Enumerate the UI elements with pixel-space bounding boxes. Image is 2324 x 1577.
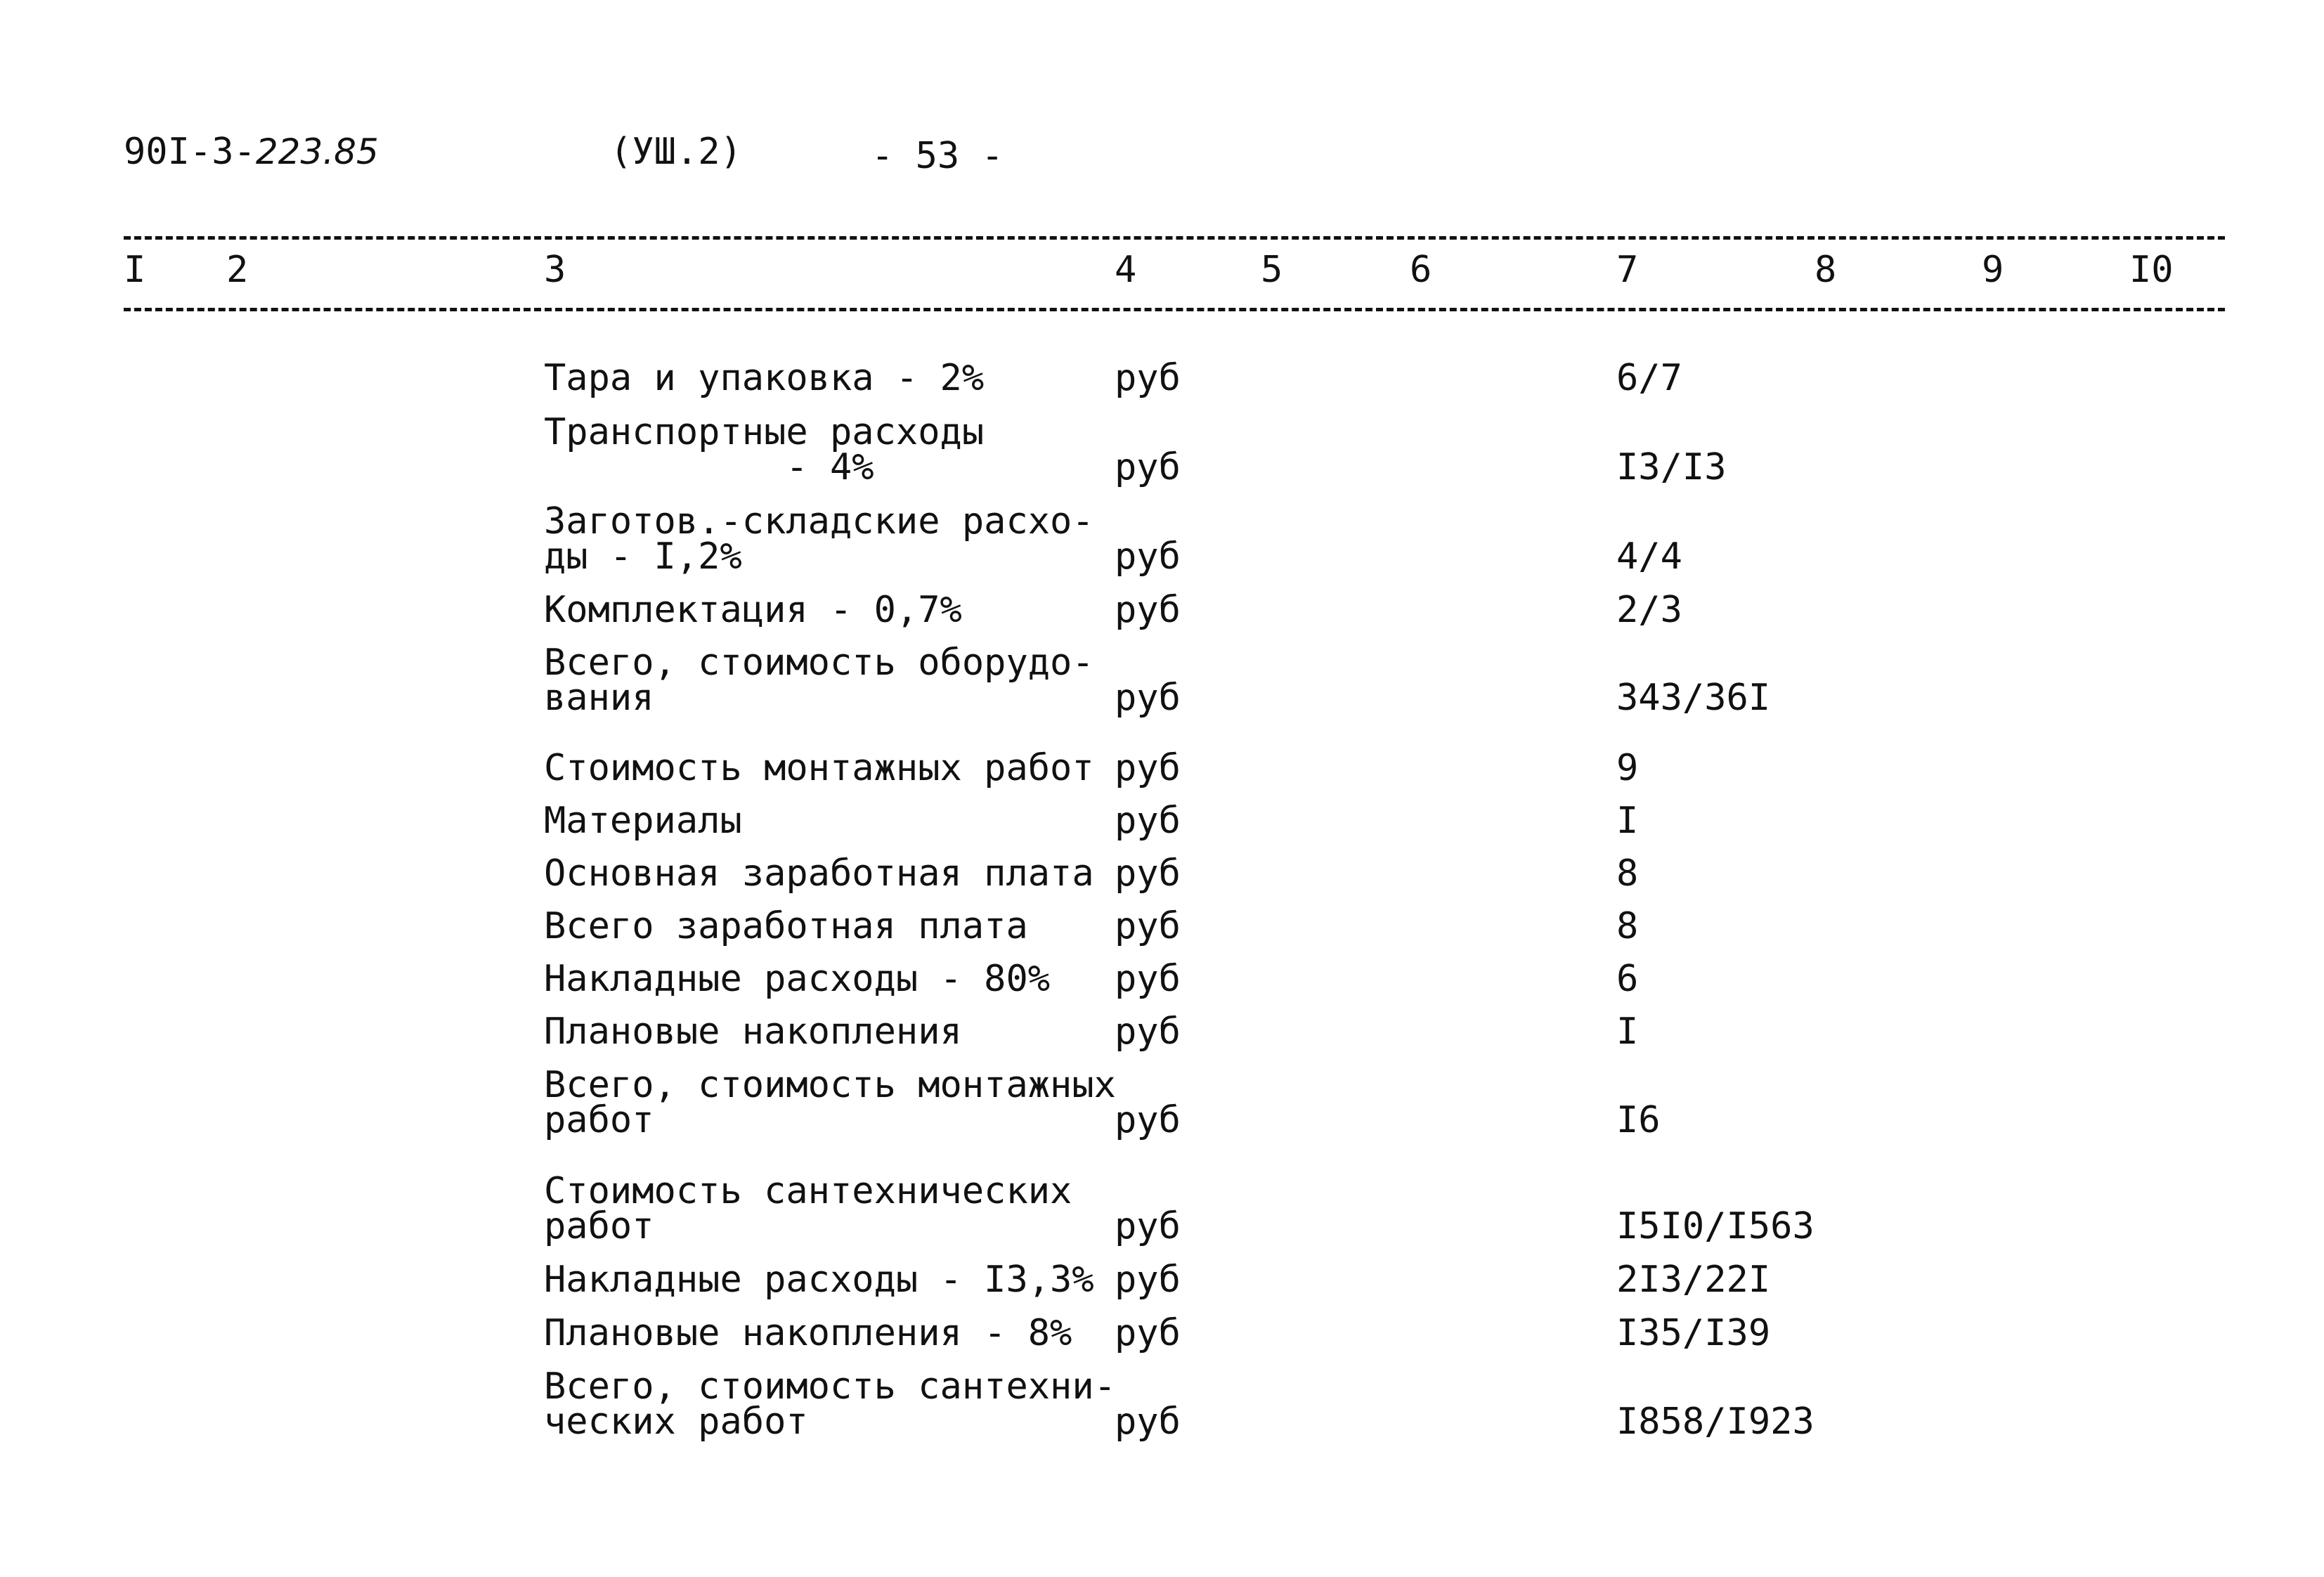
column-number-7: 7 — [1616, 249, 1639, 291]
row-unit: руб — [1115, 1312, 1181, 1354]
row-item-name-line: Основная заработная плата — [544, 852, 1094, 895]
row-unit: руб — [1115, 747, 1181, 789]
row-unit: руб — [1115, 677, 1181, 719]
row-value: I5I0/I563 — [1616, 1205, 1815, 1247]
row-value: I35/I39 — [1616, 1312, 1771, 1354]
row-unit: руб — [1115, 852, 1181, 895]
row-item-name — [544, 411, 985, 488]
row-item-name-line: работ — [544, 1099, 654, 1141]
row-item-name-line: Стоимость монтажных работ — [544, 747, 1094, 789]
row-item-name-line: - 4% — [544, 446, 874, 488]
row-value: I — [1616, 1011, 1639, 1053]
row-item-name — [544, 905, 1028, 947]
row-value: 9 — [1616, 747, 1639, 789]
row-item-name-line: Всего, стоимость оборудо- — [544, 642, 1094, 684]
row-unit: руб — [1115, 905, 1181, 947]
row-unit: руб — [1115, 446, 1181, 488]
row-item-name — [544, 1170, 1072, 1247]
row-item-name-line: Накладные расходы - I3,3% — [544, 1259, 1094, 1301]
section-number: (УШ.2) — [610, 131, 742, 173]
row-item-name-line: Тара и упаковка - 2% — [544, 357, 985, 399]
row-item-name — [544, 642, 1094, 719]
column-number-9: 9 — [1982, 249, 2004, 291]
row-item-name-line: ческих работ — [544, 1401, 808, 1443]
row-item-name-line: Материалы — [544, 800, 742, 842]
document-code-handwritten: 223.85 — [255, 131, 379, 172]
row-item-name-line: Стоимость сантехнических — [544, 1170, 1072, 1212]
row-unit: руб — [1115, 800, 1181, 842]
row-unit: руб — [1115, 589, 1181, 631]
column-number-1: I — [124, 249, 146, 291]
row-item-name — [544, 747, 1094, 789]
column-number-8: 8 — [1815, 249, 1837, 291]
row-item-name-line: Всего заработная плата — [544, 905, 1028, 947]
document-code — [124, 131, 379, 173]
column-number-6: 6 — [1410, 249, 1432, 291]
row-unit: руб — [1115, 536, 1181, 578]
row-value: 2/3 — [1616, 589, 1682, 631]
row-item-name — [544, 500, 1094, 578]
row-item-name-line: Заготов.-складские расхо- — [544, 500, 1094, 543]
column-header-bottom-rule — [124, 308, 2225, 311]
row-unit: руб — [1115, 1099, 1181, 1141]
row-item-name-line: Плановые накопления - 8% — [544, 1312, 1072, 1354]
row-item-name — [544, 589, 962, 631]
page-number: - 53 - — [871, 135, 1004, 177]
row-value: 343/36I — [1616, 677, 1771, 719]
row-item-name-line: работ — [544, 1205, 654, 1247]
row-item-name — [544, 958, 1051, 1000]
row-item-name-line: Транспортные расходы — [544, 411, 985, 453]
document-code-typed: 90I-3- — [124, 131, 256, 173]
row-item-name — [544, 800, 742, 842]
row-unit: руб — [1115, 1011, 1181, 1053]
row-value: I — [1616, 800, 1639, 842]
row-item-name-line: Всего, стоимость сантехни- — [544, 1365, 1116, 1408]
column-number-3: 3 — [544, 249, 566, 291]
row-value: I6 — [1616, 1099, 1661, 1141]
row-value: I858/I923 — [1616, 1401, 1815, 1443]
row-unit: руб — [1115, 1259, 1181, 1301]
row-unit: руб — [1115, 1205, 1181, 1247]
row-item-name-line: Накладные расходы - 80% — [544, 958, 1051, 1000]
row-item-name-line: Плановые накопления — [544, 1011, 962, 1053]
row-value: 2I3/22I — [1616, 1259, 1771, 1301]
row-item-name — [544, 357, 985, 399]
row-item-name — [544, 1259, 1094, 1301]
row-item-name-line: Всего, стоимость монтажных — [544, 1064, 1116, 1106]
row-item-name — [544, 852, 1094, 895]
row-unit: руб — [1115, 1401, 1181, 1443]
row-value: I3/I3 — [1616, 446, 1727, 488]
row-item-name-line: вания — [544, 677, 654, 719]
row-item-name — [544, 1312, 1072, 1354]
row-value: 4/4 — [1616, 536, 1682, 578]
row-value: 8 — [1616, 852, 1639, 895]
column-number-2: 2 — [226, 249, 249, 291]
column-number-5: 5 — [1261, 249, 1283, 291]
column-number-10: I0 — [2129, 249, 2174, 291]
row-value: 6/7 — [1616, 357, 1682, 399]
row-item-name-line: Комплектация - 0,7% — [544, 589, 962, 631]
row-unit: руб — [1115, 958, 1181, 1000]
row-value: 6 — [1616, 958, 1639, 1000]
row-item-name-line: ды - I,2% — [544, 536, 742, 578]
column-header-top-rule — [124, 236, 2225, 240]
column-number-4: 4 — [1115, 249, 1137, 291]
row-item-name — [544, 1011, 962, 1053]
row-item-name — [544, 1365, 1116, 1443]
row-value: 8 — [1616, 905, 1639, 947]
row-unit: руб — [1115, 357, 1181, 399]
row-item-name — [544, 1064, 1116, 1141]
